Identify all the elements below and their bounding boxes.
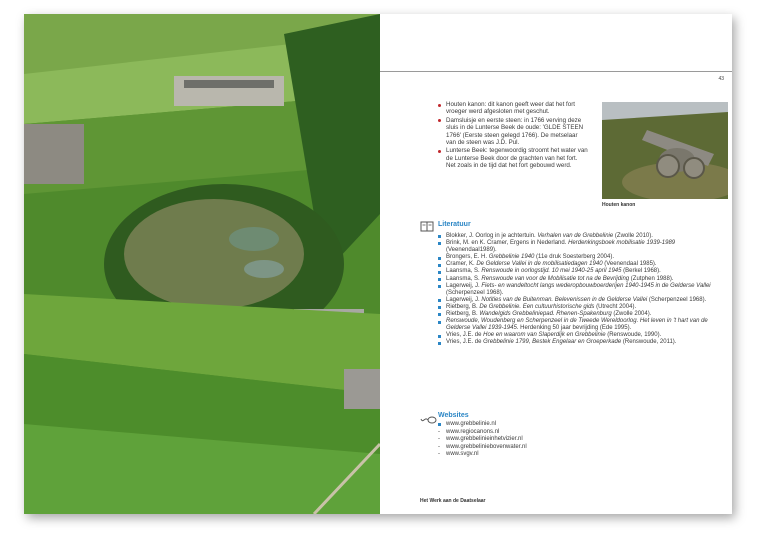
reference-pre: Vries, J.E. de: [446, 332, 484, 339]
reference-item: [438, 268, 726, 275]
reference-pre: Vries, J.E. de: [446, 339, 484, 346]
website-link[interactable]: www.grebbelinie.nl: [438, 421, 638, 429]
reference-it: Grebbelinie 1799, Bestek Engelaar en Groeperkade: [483, 339, 622, 346]
reference-it: Renswoude in oorlogstijd. 10 mei 1940-25 april 1945: [481, 268, 622, 275]
reference-post: (Renswoude, 1990).: [605, 332, 662, 339]
website-link[interactable]: - www.grebbelinieinhetvizier.nl: [438, 436, 638, 444]
reference-it: De Grebbelinie. Een cultuurhistorische gids: [479, 303, 595, 310]
footer-title: Het Werk aan de Daatselaar: [420, 498, 486, 504]
reference-it: Verhalen van de Grebbelinie: [537, 233, 614, 239]
cannon-photo: [602, 102, 728, 199]
reference-post: (Zutphen 1988).: [629, 275, 674, 282]
page-number: 43: [718, 76, 724, 82]
website-link[interactable]: - www.regiocanons.nl: [438, 429, 638, 437]
reference-item: [438, 261, 726, 268]
reference-item: [438, 283, 726, 297]
reference-item: [438, 304, 726, 311]
book-icon: [420, 219, 434, 230]
literatuur-heading: Literatuur: [438, 221, 471, 228]
website-list: [438, 421, 638, 459]
reference-item: [438, 297, 726, 304]
reference-it: Grebbelinie 1940: [488, 254, 535, 261]
reference-post: Herdenking 50 jaar bevrijding (Ede 1995).: [518, 325, 632, 332]
reference-post: (Veenendaal1989).: [446, 247, 497, 254]
aerial-photo: [24, 14, 380, 514]
reference-post: (Scherpenzeel 1968).: [446, 289, 504, 296]
reference-pre: Laansma, S.: [446, 275, 482, 282]
feature-bullets: [438, 101, 588, 171]
reference-post: (11e druk Soesterberg 2004).: [534, 254, 614, 261]
reference-item: [438, 318, 726, 332]
reference-post: (Scherpenzeel 1968).: [647, 296, 707, 303]
reference-item: [438, 276, 726, 283]
websites-heading: Websites: [438, 412, 469, 419]
reference-item: [438, 240, 726, 254]
bullet-item: Lunterse Beek: tegenwoordig stroomt het water van de Lunterse Beek door de grachten van het fort. Net zoals in de tijd dat het fort gebouwd werd.: [438, 147, 588, 169]
cannon-image: [602, 102, 728, 199]
photo-caption: Houten kanon: [602, 202, 636, 208]
website-link[interactable]: - www.grebbeliniebovenwater.nl: [438, 444, 638, 452]
bullet-item: Damsluisje en eerste steen: in 1766 verving deze sluis in de Lunterse Beek de oude: 'GLDE STEEN 1766' (Eerste steen gelegd 1766). De metselaar van de steen was J.D. Pul.: [438, 117, 588, 147]
book-spread: [24, 14, 732, 514]
bullet-item: Houten kanon: dit kanon geeft weer dat het fort vroeger werd afgesloten met geschut.: [438, 101, 588, 116]
reference-it: De Gelderse Vallei in de mobilisatiedagen 1940: [476, 261, 603, 268]
reference-pre: Rietberg, B.: [446, 303, 480, 310]
reference-post: (Zwolle 2010).: [613, 233, 653, 239]
mouse-icon: [420, 412, 434, 423]
reference-it: Renswoude, Woudenberg en Scherpenzeel in de Tweede Wereldoorlog. Het leven in 't hart van de Gelderse Vallei 1939-1945.: [446, 318, 708, 332]
reference-it: Hoe en waarom van Slaperdijk en Grebbelinie: [483, 332, 606, 339]
reference-pre: Brongers, E. H.: [446, 254, 489, 261]
reference-post: (Berkel 1968).: [621, 268, 661, 275]
reference-it: Renswoude van voor de Mobilisatie tot na de Bevrijding: [481, 275, 630, 282]
reference-pre: Laansma, S.: [446, 268, 482, 275]
reference-pre: Lagerweij, J.: [446, 282, 482, 289]
reference-pre: Brink, M. en K. Cramer, Ergens in Nederland.: [446, 240, 569, 247]
reference-item: [438, 339, 726, 346]
header-rule: [380, 71, 732, 72]
reference-pre: Lagerweij, J.: [446, 296, 482, 303]
reference-item: [438, 332, 726, 339]
reference-it: Notities van de Buitenman. Belevenissen in de Gelderse Vallei: [481, 296, 648, 303]
reference-pre: Blokker, J. Oorlog in je achtertuin.: [446, 233, 538, 239]
reference-post: (Renswoude, 2011).: [621, 339, 677, 346]
reference-post: (Veenendaal 1985).: [602, 261, 657, 268]
reference-it: Wandelgids Grebbelinie​pad. Rhenen-Spakenburg: [479, 311, 612, 318]
reference-list: [438, 233, 726, 347]
reference-pre: Cramer, K.: [446, 261, 477, 268]
aerial-fort-image: [24, 14, 380, 514]
reference-pre: Rietberg, B.: [446, 311, 480, 318]
reference-post: (Zwolle 2004).: [611, 311, 652, 318]
reference-it: Herdenkingsboek mobilisatie 1939-1989: [568, 240, 676, 247]
reference-post: (Utrecht 2004).: [594, 303, 637, 310]
reference-item: [438, 311, 726, 318]
reference-it: Fiets- en wandeltocht langs wederopbouwboerderijen 1940-1945 in de Gelderse Vallei: [481, 282, 711, 289]
text-page: [380, 14, 732, 514]
reference-item: [438, 254, 726, 261]
reference-item: [438, 233, 726, 240]
website-link[interactable]: - www.svgv.nl: [438, 451, 638, 459]
